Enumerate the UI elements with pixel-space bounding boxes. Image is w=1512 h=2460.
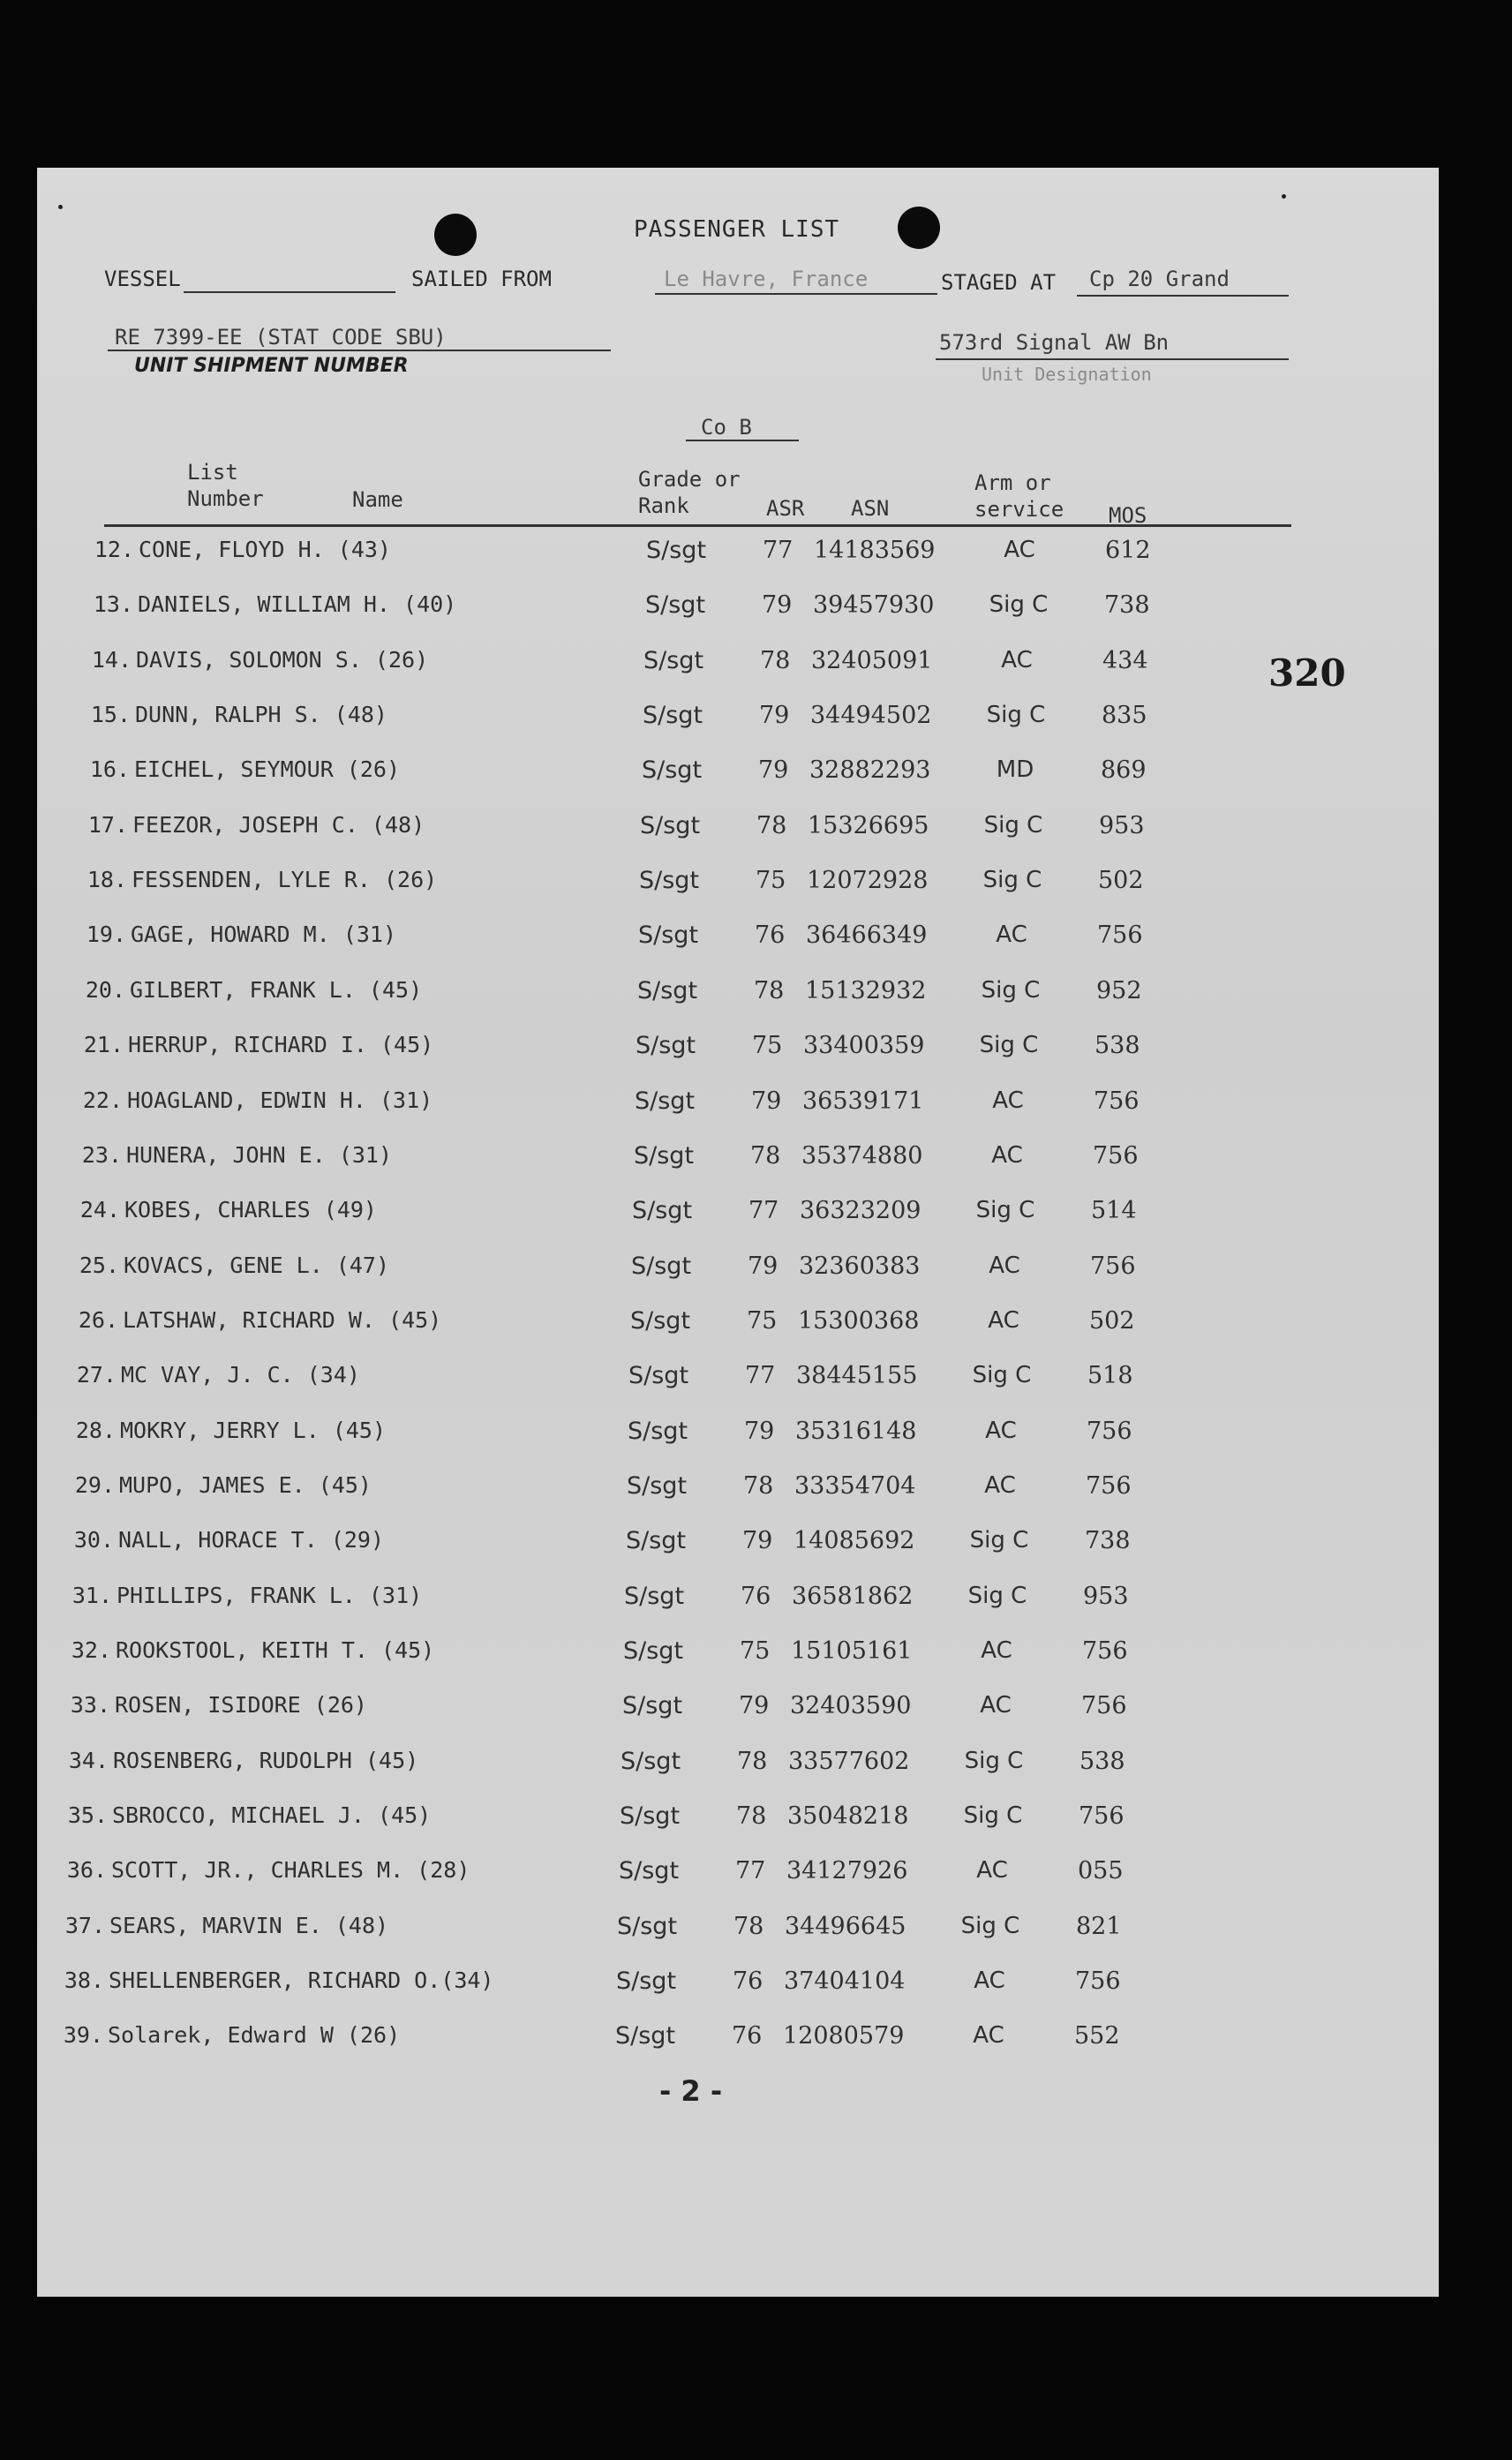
col-mos: MOS xyxy=(1109,503,1147,528)
army-serial-number: 34127926 xyxy=(786,1857,908,1885)
mos-code: 821 xyxy=(1076,1912,1122,1940)
arm-service: AC xyxy=(973,2022,1004,2050)
unit-blank xyxy=(936,358,1289,360)
mos-code: 756 xyxy=(1087,1417,1132,1445)
table-row xyxy=(37,537,1439,590)
asr-score: 76 xyxy=(733,1967,764,1996)
table-row xyxy=(14,1637,1416,1690)
passenger-name: HUNERA, JOHN E. (31) xyxy=(126,1141,393,1168)
list-number: 14. xyxy=(91,646,132,673)
grade-rank: S/sgt xyxy=(630,1306,691,1335)
arm-service: Sig C xyxy=(979,1032,1039,1059)
mos-code: 738 xyxy=(1104,591,1150,620)
asr-score: 78 xyxy=(737,1747,768,1775)
passenger-name: DUNN, RALPH S. (48) xyxy=(135,702,387,728)
arm-service: AC xyxy=(981,1637,1012,1664)
asr-score: 79 xyxy=(748,1252,779,1280)
list-number: 17. xyxy=(87,811,128,838)
grade-rank: S/sgt xyxy=(620,1802,681,1831)
vessel-label: VESSEL xyxy=(104,267,181,291)
passenger-name: MUPO, JAMES E. (45) xyxy=(119,1471,372,1498)
passenger-name: GILBERT, FRANK L. (45) xyxy=(130,976,423,1003)
arm-service: Sig C xyxy=(989,591,1049,619)
grade-rank: S/sgt xyxy=(643,646,704,674)
army-serial-number: 35316148 xyxy=(795,1417,917,1445)
mos-code: 756 xyxy=(1081,1692,1127,1720)
arm-service: Sig C xyxy=(983,811,1043,839)
arm-service: MD xyxy=(996,756,1034,784)
list-number: 21. xyxy=(83,1032,124,1058)
mos-code: 952 xyxy=(1096,976,1142,1004)
grade-rank: S/sgt xyxy=(617,1912,678,1940)
army-serial-number: 12080579 xyxy=(783,2022,905,2050)
col-asn: ASN xyxy=(851,496,890,521)
table-row xyxy=(34,702,1435,755)
list-number: 27. xyxy=(76,1362,117,1388)
passenger-name: Solarek, Edward W (26) xyxy=(108,2022,401,2049)
table-row xyxy=(19,1418,1420,1471)
unit-label: Unit Designation xyxy=(982,364,1152,385)
grade-rank: S/sgt xyxy=(643,702,703,730)
list-number: 31. xyxy=(71,1582,112,1608)
list-number: 25. xyxy=(79,1252,119,1278)
list-number: 32. xyxy=(71,1637,111,1663)
mos-code: 434 xyxy=(1102,646,1148,674)
mos-code: 756 xyxy=(1093,1141,1139,1170)
dust-speck xyxy=(58,205,63,209)
arm-service: AC xyxy=(988,1306,1019,1334)
mos-code: 055 xyxy=(1078,1857,1124,1885)
asr-score: 77 xyxy=(735,1857,766,1885)
asr-score: 79 xyxy=(739,1692,770,1720)
mos-code: 502 xyxy=(1089,1306,1135,1335)
arm-service: AC xyxy=(1001,646,1033,673)
staged-at-blank xyxy=(1077,295,1289,297)
list-number: 38. xyxy=(64,1967,104,1994)
arm-service: Sig C xyxy=(981,976,1041,1004)
grade-rank: S/sgt xyxy=(638,922,699,950)
sailed-from-value: Le Havre, France xyxy=(664,267,869,291)
shipment-blank xyxy=(108,350,611,351)
asr-score: 78 xyxy=(736,1802,767,1831)
asr-score: 79 xyxy=(744,1417,775,1445)
list-number: 24. xyxy=(79,1197,120,1223)
arm-service: AC xyxy=(985,1417,1017,1444)
passenger-name: DANIELS, WILLIAM H. (40) xyxy=(138,591,457,618)
list-number: 30. xyxy=(73,1527,114,1553)
asr-score: 79 xyxy=(751,1087,782,1115)
passenger-name: LATSHAW, RICHARD W. (45) xyxy=(123,1306,442,1333)
asr-score: 79 xyxy=(758,756,789,785)
unit-value: 573rd Signal AW Bn xyxy=(939,330,1170,355)
mos-code: 756 xyxy=(1090,1252,1136,1280)
mos-code: 953 xyxy=(1099,811,1145,839)
army-serial-number: 15105161 xyxy=(791,1637,913,1665)
army-serial-number: 34494502 xyxy=(810,702,932,730)
document-page xyxy=(37,168,1439,2297)
army-serial-number: 12072928 xyxy=(807,867,929,895)
shipment-code: RE 7399-EE (STAT CODE SBU) xyxy=(115,325,447,350)
army-serial-number: 15326695 xyxy=(808,811,929,839)
list-number: 29. xyxy=(74,1471,115,1498)
grade-rank: S/sgt xyxy=(631,1252,692,1280)
asr-score: 78 xyxy=(743,1471,774,1500)
passenger-name: KOVACS, GENE L. (47) xyxy=(124,1252,390,1278)
asr-score: 77 xyxy=(763,537,794,564)
army-serial-number: 14183569 xyxy=(814,537,936,564)
company-label: Co B xyxy=(701,415,752,440)
mos-code: 756 xyxy=(1086,1471,1132,1500)
asr-score: 78 xyxy=(733,1912,764,1940)
list-number: 12. xyxy=(94,537,134,562)
asr-score: 78 xyxy=(750,1141,781,1170)
grade-rank: S/sgt xyxy=(640,811,701,839)
army-serial-number: 36539171 xyxy=(802,1087,924,1115)
arm-service: AC xyxy=(974,1967,1005,1995)
arm-service: Sig C xyxy=(982,867,1042,894)
sailed-from-label: SAILED FROM xyxy=(411,267,552,291)
sailed-from-blank xyxy=(655,293,937,295)
grade-rank: S/sgt xyxy=(619,1857,680,1885)
army-serial-number: 33577602 xyxy=(788,1747,910,1775)
passenger-name: FEEZOR, JOSEPH C. (48) xyxy=(132,811,425,838)
grade-rank: S/sgt xyxy=(635,1087,696,1115)
table-row xyxy=(13,1692,1415,1745)
grade-rank: S/sgt xyxy=(626,1527,687,1555)
army-serial-number: 15132932 xyxy=(805,976,927,1004)
table-row xyxy=(26,1087,1427,1140)
arm-service: AC xyxy=(996,922,1027,949)
mos-code: 514 xyxy=(1091,1197,1137,1225)
passenger-name: FESSENDEN, LYLE R. (26) xyxy=(132,867,438,893)
passenger-name: MOKRY, JERRY L. (45) xyxy=(120,1417,387,1443)
list-number: 23. xyxy=(81,1141,122,1168)
list-number: 39. xyxy=(63,2022,103,2049)
table-row xyxy=(11,1802,1412,1855)
mos-code: 835 xyxy=(1102,702,1147,730)
page-title: PASSENGER LIST xyxy=(634,216,840,243)
asr-score: 79 xyxy=(759,702,790,730)
table-row xyxy=(31,812,1433,865)
list-number: 37. xyxy=(64,1912,105,1938)
list-number: 16. xyxy=(89,756,130,783)
table-row xyxy=(17,1527,1418,1580)
arm-service: Sig C xyxy=(963,1802,1023,1830)
arm-service: Sig C xyxy=(964,1747,1024,1774)
grade-rank: S/sgt xyxy=(634,1141,695,1170)
grade-rank: S/sgt xyxy=(632,1197,693,1225)
asr-score: 78 xyxy=(760,646,791,674)
army-serial-number: 32403590 xyxy=(790,1692,912,1720)
asr-score: 76 xyxy=(741,1582,771,1610)
list-number: 34. xyxy=(68,1747,109,1773)
arm-service: AC xyxy=(991,1141,1023,1169)
arm-service: Sig C xyxy=(967,1582,1027,1609)
passenger-name: EICHEL, SEYMOUR (26) xyxy=(134,756,401,783)
passenger-name: SCOTT, JR., CHARLES M. (28) xyxy=(111,1857,470,1884)
mos-code: 518 xyxy=(1087,1362,1133,1390)
col-arm: Arm or service xyxy=(974,470,1064,522)
grade-rank: S/sgt xyxy=(624,1582,685,1610)
passenger-name: ROOKSTOOL, KEITH T. (45) xyxy=(116,1637,435,1663)
list-number: 26. xyxy=(78,1306,118,1333)
asr-score: 78 xyxy=(756,811,787,839)
passenger-name: HOAGLAND, EDWIN H. (31) xyxy=(127,1087,433,1113)
punch-hole xyxy=(898,207,940,249)
list-number: 15. xyxy=(90,702,131,728)
list-number: 33. xyxy=(70,1692,110,1719)
arm-service: AC xyxy=(992,1087,1024,1114)
grade-rank: S/sgt xyxy=(642,756,703,785)
table-row xyxy=(11,1748,1413,1801)
table-row xyxy=(23,1197,1425,1250)
grade-rank: S/sgt xyxy=(628,1362,689,1390)
asr-score: 76 xyxy=(755,922,786,950)
grade-rank: S/sgt xyxy=(646,537,707,564)
page-stamp: 320 xyxy=(1268,651,1346,695)
arm-service: Sig C xyxy=(975,1197,1035,1224)
asr-score: 75 xyxy=(752,1032,783,1060)
army-serial-number: 39457930 xyxy=(813,591,935,620)
list-number: 35. xyxy=(67,1802,108,1829)
asr-score: 79 xyxy=(762,591,793,620)
list-number: 36. xyxy=(66,1857,107,1884)
grade-rank: S/sgt xyxy=(639,867,700,895)
army-serial-number: 32360383 xyxy=(799,1252,921,1280)
arm-service: Sig C xyxy=(972,1362,1032,1389)
army-serial-number: 38445155 xyxy=(796,1362,918,1390)
table-row xyxy=(30,867,1432,920)
army-serial-number: 35048218 xyxy=(787,1802,909,1831)
army-serial-number: 33400359 xyxy=(803,1032,925,1060)
mos-code: 953 xyxy=(1083,1582,1129,1610)
army-serial-number: 15300368 xyxy=(798,1306,920,1335)
table-row xyxy=(18,1472,1419,1525)
table-row xyxy=(36,591,1438,644)
army-serial-number: 36466349 xyxy=(806,922,928,950)
grade-rank: S/sgt xyxy=(615,2022,676,2050)
table-row xyxy=(26,1032,1428,1085)
header-rule xyxy=(104,524,1291,527)
passenger-name: SEARS, MARVIN E. (48) xyxy=(109,1912,389,1938)
mos-code: 756 xyxy=(1097,922,1143,950)
arm-service: Sig C xyxy=(969,1527,1029,1554)
table-row xyxy=(15,1583,1417,1636)
col-grade: Grade or Rank xyxy=(638,467,741,518)
table-row xyxy=(8,1913,1410,1966)
list-number: 18. xyxy=(87,867,127,893)
grade-rank: S/sgt xyxy=(628,1417,688,1445)
grade-rank: S/sgt xyxy=(636,1032,696,1060)
table-row xyxy=(29,922,1431,974)
army-serial-number: 35374880 xyxy=(801,1141,923,1170)
passenger-name: CONE, FLOYD H. (43) xyxy=(139,537,391,562)
table-row xyxy=(7,1967,1409,2020)
arm-service: AC xyxy=(1004,537,1035,563)
army-serial-number: 32882293 xyxy=(809,756,931,785)
col-name: Name xyxy=(352,487,403,512)
passenger-name: SHELLENBERGER, RICHARD O.(34) xyxy=(109,1967,494,1994)
grade-rank: S/sgt xyxy=(645,591,706,620)
passenger-name: HERRUP, RICHARD I. (45) xyxy=(128,1032,434,1058)
army-serial-number: 34496645 xyxy=(785,1912,906,1940)
col-list-number: List Number xyxy=(187,460,264,511)
arm-service: AC xyxy=(976,1857,1008,1884)
mos-code: 756 xyxy=(1079,1802,1125,1831)
army-serial-number: 36323209 xyxy=(800,1197,921,1225)
table-row xyxy=(10,1857,1411,1910)
passenger-name: KOBES, CHARLES (49) xyxy=(124,1197,377,1223)
grade-rank: S/sgt xyxy=(616,1967,677,1996)
table-row xyxy=(33,756,1434,809)
table-row xyxy=(28,977,1430,1030)
asr-score: 78 xyxy=(754,976,785,1004)
grade-rank: S/sgt xyxy=(623,1637,684,1665)
grade-rank: S/sgt xyxy=(627,1471,688,1500)
mos-code: 756 xyxy=(1094,1087,1140,1115)
passenger-name: ROSENBERG, RUDOLPH (45) xyxy=(113,1747,419,1773)
asr-score: 79 xyxy=(742,1527,773,1555)
mos-code: 502 xyxy=(1098,867,1144,895)
shipment-label: UNIT SHIPMENT NUMBER xyxy=(134,355,409,377)
mos-code: 738 xyxy=(1085,1527,1131,1555)
page-number: - 2 - xyxy=(659,2074,723,2108)
passenger-name: SBROCCO, MICHAEL J. (45) xyxy=(112,1802,432,1829)
army-serial-number: 33354704 xyxy=(794,1471,916,1500)
mos-code: 612 xyxy=(1105,537,1151,564)
army-serial-number: 14085692 xyxy=(794,1527,915,1555)
mos-code: 756 xyxy=(1082,1637,1128,1665)
army-serial-number: 36581862 xyxy=(792,1582,914,1610)
asr-score: 77 xyxy=(745,1362,776,1390)
staged-at-label: STAGED AT xyxy=(941,270,1057,295)
table-row xyxy=(21,1307,1423,1360)
arm-service: AC xyxy=(984,1471,1016,1499)
grade-rank: S/sgt xyxy=(621,1747,681,1775)
mos-code: 538 xyxy=(1095,1032,1140,1060)
table-row xyxy=(25,1142,1426,1195)
dust-speck xyxy=(1282,194,1286,199)
col-asr: ASR xyxy=(766,496,805,521)
passenger-name: GAGE, HOWARD M. (31) xyxy=(131,922,397,948)
table-row xyxy=(6,2022,1408,2075)
mos-code: 552 xyxy=(1074,2022,1120,2050)
army-serial-number: 32405091 xyxy=(811,646,933,674)
company-underline xyxy=(686,440,799,441)
arm-service: AC xyxy=(980,1692,1012,1719)
vessel-blank xyxy=(184,291,395,293)
staged-at-value: Cp 20 Grand xyxy=(1089,267,1230,291)
asr-score: 75 xyxy=(740,1637,771,1665)
passenger-name: DAVIS, SOLOMON S. (26) xyxy=(136,646,429,673)
list-number: 20. xyxy=(85,976,125,1003)
table-row xyxy=(22,1253,1424,1305)
asr-score: 76 xyxy=(732,2022,763,2050)
grade-rank: S/sgt xyxy=(637,976,698,1004)
passenger-name: MC VAY, J. C. (34) xyxy=(121,1362,360,1388)
table-row xyxy=(34,647,1436,700)
asr-score: 77 xyxy=(748,1197,779,1225)
list-number: 19. xyxy=(86,922,126,948)
mos-code: 869 xyxy=(1101,756,1147,785)
arm-service: AC xyxy=(989,1252,1020,1279)
passenger-name: NALL, HORACE T. (29) xyxy=(118,1527,385,1553)
mos-code: 538 xyxy=(1079,1747,1125,1775)
arm-service: Sig C xyxy=(960,1912,1020,1939)
table-row xyxy=(19,1362,1421,1415)
punch-hole xyxy=(434,214,477,256)
passenger-name: PHILLIPS, FRANK L. (31) xyxy=(117,1582,423,1608)
grade-rank: S/sgt xyxy=(622,1692,683,1720)
asr-score: 75 xyxy=(747,1306,778,1335)
asr-score: 75 xyxy=(756,867,786,895)
list-number: 22. xyxy=(82,1087,123,1113)
list-number: 28. xyxy=(75,1417,116,1443)
passenger-name: ROSEN, ISIDORE (26) xyxy=(115,1692,367,1719)
army-serial-number: 37404104 xyxy=(784,1967,906,1996)
arm-service: Sig C xyxy=(986,702,1046,729)
list-number: 13. xyxy=(93,591,133,618)
mos-code: 756 xyxy=(1075,1967,1121,1996)
